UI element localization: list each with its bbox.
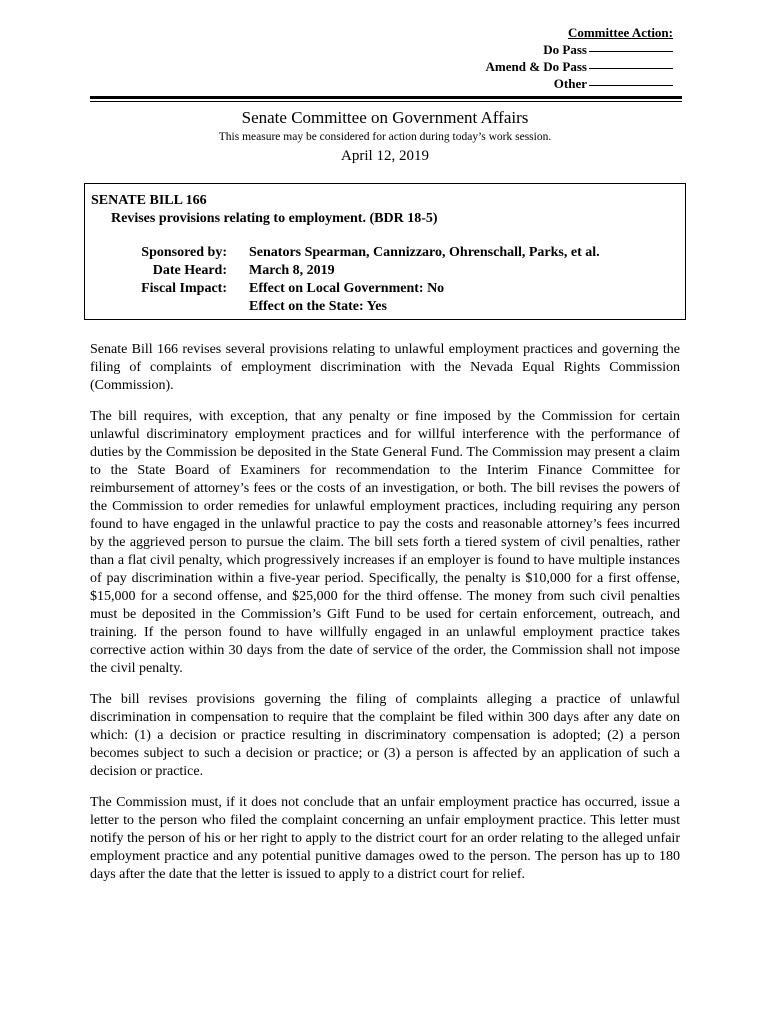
meta-row-sponsors (85, 244, 685, 262)
meta-row-fiscal-impact (85, 280, 685, 298)
committee-action-block (486, 24, 673, 92)
meta-label-date-heard: Date Heard: (152, 263, 227, 278)
meta-value-fiscal-state: Effect on the State: Yes (249, 299, 387, 314)
other-label: Other (553, 76, 587, 91)
do-pass-blank (589, 51, 673, 52)
other-line (486, 75, 673, 92)
bill-summary-box (84, 183, 686, 320)
header-rule-thick (90, 96, 682, 99)
meta-label-sponsors: Sponsored by: (141, 245, 227, 260)
meta-value-date-heard: March 8, 2019 (249, 263, 335, 278)
bill-number: SENATE BILL 166 (91, 193, 207, 208)
meta-value-sponsors: Senators Spearman, Cannizzaro, Ohrenschall, Parks, et al. (249, 245, 600, 260)
header-rule-thin (90, 101, 682, 102)
amend-do-pass-line (486, 58, 673, 75)
bill-meta (85, 244, 685, 316)
hearing-date: April 12, 2019 (341, 148, 429, 164)
do-pass-line (486, 41, 673, 58)
bill-summary-text (90, 341, 680, 897)
meta-label-fiscal-impact: Fiscal Impact: (141, 281, 227, 296)
committee-action-title: Committee Action: (567, 25, 673, 40)
bill-title: Revises provisions relating to employment. (BDR 18-5) (111, 211, 438, 226)
paragraph-complaint-filing: The bill revises provisions governing the filing of complaints alleging a practice of unlawful discrimination in compensation to require that the complaint be filed within 300 days after any date on which: (1) a decision or practice resulting in discriminatory compensation is adopted; (2) a person becomes subject to such a decision or practice; or (3) a person is affected by an application of such a decision or practice. (90, 692, 680, 779)
paragraph-commission-letter: The Commission must, if it does not conclude that an unfair employment practice has occurred, issue a letter to the person who filed the complaint concerning an unfair employment practice. This letter must notify the person of his or her right to apply to the district court for an order relating to the alleged unfair employment practice and any potential punitive damages owed to the person. The person has up to 180 days after the date that the letter is issued to apply to a district court for relief. (90, 795, 680, 882)
do-pass-label: Do Pass (543, 42, 587, 57)
amend-do-pass-blank (589, 68, 673, 69)
paragraph-penalties: The bill requires, with exception, that any penalty or fine imposed by the Commission for certain unlawful discriminatory employment practices and for willful interference with the performance of duties by the Commission be deposited in the State General Fund. The Commission may present a claim to the State Board of Examiners for recommendation to the Interim Finance Committee for reimbursement of attorney’s fees or the costs of an investigation, or both. The bill revises the powers of the Commission to order remedies for unlawful employment practices, including requiring any person found to have engaged in the unlawful practice to pay the costs and reasonable attorney’s fees incurred by the aggrieved person to pursue the claim. The bill sets forth a tiered system of civil penalties, rather than a flat civil penalty, which progressively increases if an employer is found to have multiple instances of pay discrimination within a five-year period. Specifically, the penalty is $10,000 for a first offense, $15,000 for a second offense, and $25,000 for the third offense. The money from such civil penalties must be deposited in the Commission’s Gift Fund to be used for certain enforcement, outreach, and training. If the person found to have willfully engaged in an unlawful employment practice takes corrective action within 30 days from the date of service of the order, the Commission shall not impose the civil penalty. (90, 409, 680, 676)
measure-note: This measure may be considered for action during today’s work session. (218, 131, 552, 143)
meta-row-fiscal-state (85, 298, 685, 316)
paragraph-overview: Senate Bill 166 revises several provisions relating to unlawful employment practices and governing the filing of complaints of employment discrimination with the Nevada Equal Rights Commission (Commission). (90, 342, 680, 393)
committee-name: Senate Committee on Government Affairs (241, 108, 529, 127)
amend-do-pass-label: Amend & Do Pass (485, 59, 587, 74)
meta-value-fiscal-local: Effect on Local Government: No (249, 281, 445, 296)
meta-row-date-heard (85, 262, 685, 280)
other-blank (589, 85, 673, 86)
